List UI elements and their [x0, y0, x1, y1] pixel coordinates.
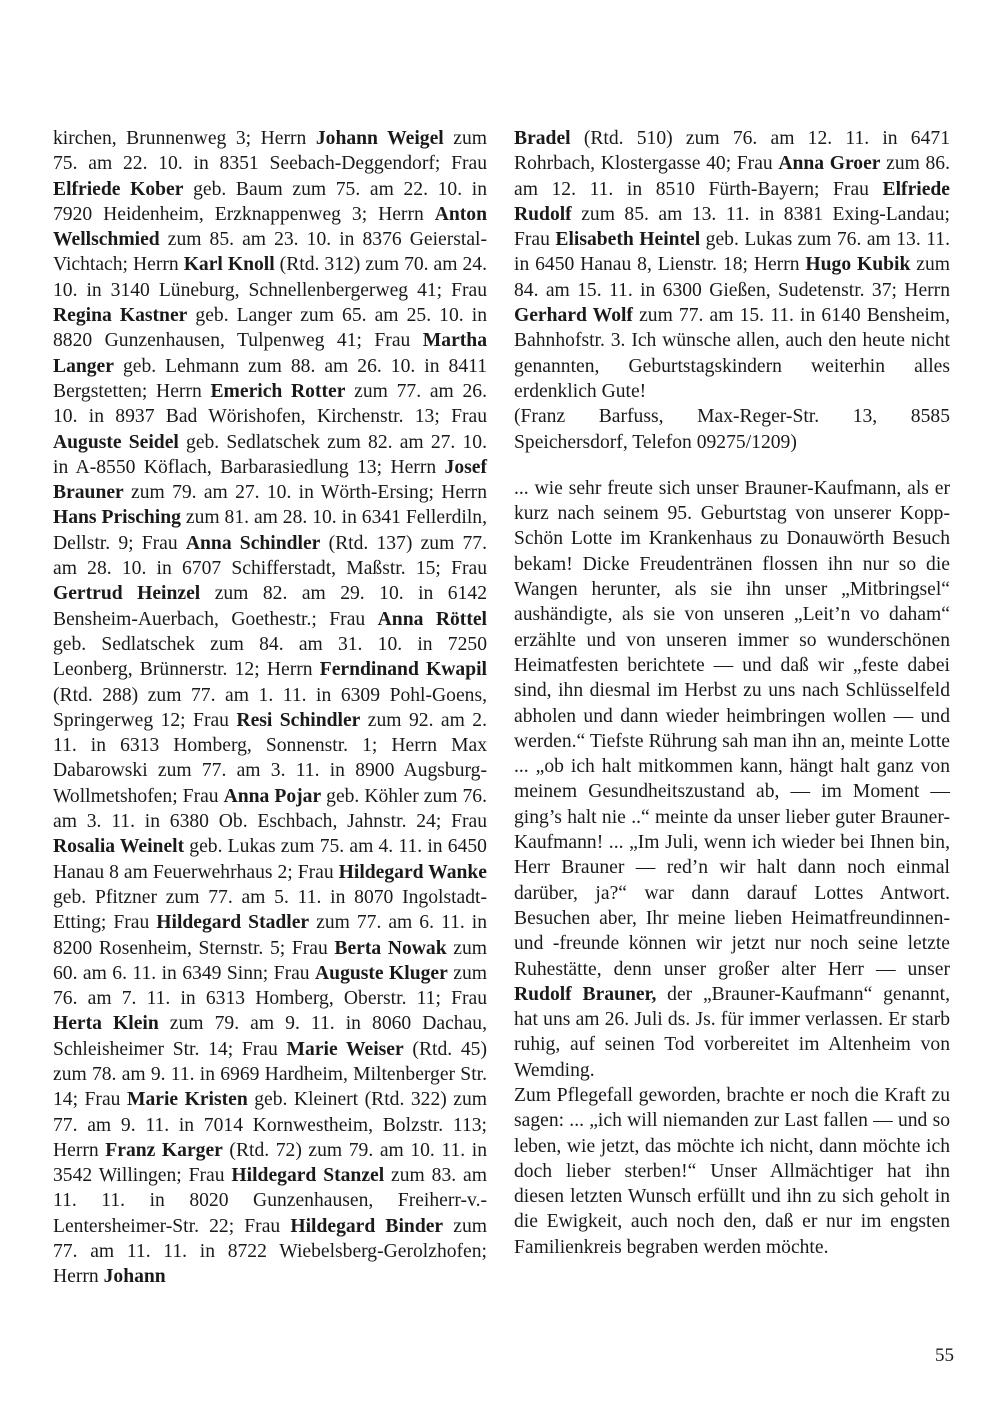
person-name: Anna Schindler — [185, 532, 321, 554]
birthday-list-text: kirchen, Brunnenweg 3; Herrn Johann Weigel zum 75. am 22. 10. in 8351 Seebach-Deggendorf; Frau Elfriede Kober geb. Baum zum 75. am 22. 10. in 7920 Heidenheim, Erzknappenweg 3; Herrn Anton Wellschmied zum 85. am 23. 10. in 8376 Geierstal-Vichtach; Herrn Karl Knoll (Rtd. 312) zum 70. am 24. 10. in 3140 Lüneburg, Schnellenbergerweg 41; Frau Regina Kastner geb. Langer zum 65. am 25. 10. in 8820 Gunzenhausen, Tulpenweg 41; Frau Martha Langer geb. Lehmann zum 88. am 26. 10. in 8411 Bergstetten; Herrn Emerich Rotter zum 77. am 26. 10. in 8937 Bad Wörishofen, Kirchenstr. 13; Frau Auguste Seidel geb. Sedlatschek zum 82. am 27. 10. in A-8550 Köflach, Barbarasiedlung 13; Herrn Josef Brauner zum 79. am 27. 10. in Wörth-Ersing; Herrn Hans Prisching zum 81. am 28. 10. in 6341 Fellerdiln, Dellstr. 9; Frau Anna Schindler (Rtd. 137) zum 77. am 28. 10. in 6707 Schifferstadt, Maßstr. 15; Frau Gertrud Heinzel zum 82. am 29. 10. in 6142 Bensheim-Auerbach, Goethestr.; Frau Anna Röttel geb. Sedlatschek zum 84. am 31. 10. in 7250 Leonberg, Brünnerstr. 12; Herrn Ferndinand Kwapil (Rtd. 288) zum 77. am 1. 11. in 6309 Pohl-Goens, Springerweg 12; Frau Resi Schindler zum 92. am 2. 11. in 6313 Homberg, Sonnenstr. 1; Herrn Max Dabarowski zum 77. am 3. 11. in 8900 Augsburg-Wollmetshofen; Frau Anna Pojar geb. Köhler zum 76. am 3. 11. in 6380 Ob. Eschbach, Jahnstr. 24; Frau Rosalia Weinelt geb. Lukas zum 75. am 4. 11. in 6450 Hanau 8 am Feuerwehrhaus 2; Frau Hildegard Wanke geb. Pfitzner zum 77. am 5. 11. in 8070 Ingolstadt-Etting; Frau Hildegard Stadler zum 77. am 6. 11. in 8200 Rosenheim, Sternstr. 5; Frau Berta Nowak zum 60. am 6. 11. in 6349 Sinn; Frau Auguste Kluger zum 76. am 7. 11. in 6313 Homberg, Oberstr. 11; Frau Herta Klein zum 79. am 9. 11. in 8060 Dachau, Schleisheimer Str. 14; Frau Marie Weiser (Rtd. 45) zum 78. am 9. 11. in 6969 Hardheim, Miltenberger Str. 14; Frau Marie Kristen geb. Kleinert (Rtd. 322) zum 77. am 9. 11. in 7014 Kornwestheim, Bolzstr. 113; Herrn Franz Karger (Rtd. 72) zum 79. am 10. 11. in 3542 Willingen; Frau Hildegard Stanzel zum 83. am 11. 11. in 8020 Gunzenhausen, Freiherr-v.-Lentersheimer-Str. 22; Frau Hildegard Binder zum 77. am 11. 11. in 8722 Wiebelsberg-Gerolzhofen; Herrn Johann — [53, 128, 488, 1288]
person-name: Anna Pojar — [223, 785, 322, 807]
obituary-paragraph-2: Zum Pflegefall geworden, brachte er noch die Kraft zu sagen: ... „ich will niemanden zur Last fallen — und so leben, wie jetzt, das möchte ich nicht, dann möchte ich doch lieber sterben!“ Unser Allmächtiger hat ihn diesen letzten Wunsch erfüllt und ihn zu sich geholt in die Ewigkeit, auch noch den, daß er nur im engsten Familienkreis begraben werden möchte. — [514, 1084, 950, 1258]
person-name: Auguste Seidel — [53, 431, 179, 453]
section-spacer — [514, 455, 950, 476]
person-name: Anton Wellschmied — [53, 203, 487, 251]
right-column — [514, 126, 950, 1260]
person-name: Regina Kastner — [53, 305, 188, 327]
person-name: Emerich Rotter — [210, 380, 346, 402]
person-name: Ferndinand Kwapil — [319, 659, 488, 681]
person-name: Hildegard Stanzel — [231, 1165, 385, 1187]
person-name: Anna Röttel — [377, 608, 487, 630]
person-name: Hildegard Stadler — [156, 912, 310, 934]
birthday-list-column — [53, 126, 487, 1290]
person-name: Resi Schindler — [236, 709, 361, 731]
person-name: Gerhard Wolf — [514, 305, 633, 327]
person-name: Hans Prisching — [53, 507, 181, 529]
obituary-paragraph-1: ... wie sehr freute sich unser Brauner-Kaufmann, als er kurz nach seinem 95. Geburtstag von unserer Kopp-Schön Lotte im Krankenhaus zu Donauwörth Besuch bekam! Dicke Freudentränen flossen ihn nur so die Wangen herunter, als sie ihn unser „Mitbringsel“ aushändigte, als sie von unseren „Leit’n vo daham“ erzählte und von unseren immer so wunderschönen Heimatfesten berichtete — und daß wir „feste dabei sind, ihn diesmal im Herbst zu uns nach Schlüsselfeld abholen und dann wieder heimbringen wollen — und werden.“ Tiefste Rührung sah man ihn an, meinte Lotte ... „ob ich halt mitkommen kann, hängt halt ganz von meinem Gesundheitszustand ab, — im Moment — ging’s halt nie ..“ meinte da unser lieber guter Brauner-Kaufmann! ... „Im Juli, wenn ich wieder bei Ihnen bin, Herr Brauner — red’n wir halt dann noch einmal darüber, ja?“ war dann darauf Lottes Antwort. Besuchen aber, Ihr meine lieben Heimatfreundinnen- und -freunde können wir jetzt nur noch seine letzte Ruhestätte, denn unser großer alter Herr — unser Rudolf Brauner, der „Brauner-Kaufmann“ genannt, hat uns am 26. Juli ds. Js. für immer verlassen. Er starb ruhig, auf seinen Tod vorbereitet im Altenheim von Wemding. — [514, 477, 950, 1081]
person-name: Marie Kristen — [126, 1089, 248, 1111]
person-name: Josef Brauner — [53, 456, 487, 504]
person-name: Elfriede Rudolf — [514, 178, 950, 225]
person-name: Elfriede Kober — [53, 178, 184, 200]
person-name: Anna Groer — [778, 153, 881, 175]
person-name: Hugo Kubik — [805, 254, 911, 276]
person-name: Johann Weigel — [315, 128, 444, 149]
person-name: Elisabeth Heintel — [555, 229, 701, 251]
person-name: Johann — [103, 1266, 166, 1288]
person-name: Auguste Kluger — [315, 962, 448, 984]
page-number: 55 — [935, 1345, 954, 1366]
person-name: Martha Langer — [53, 330, 487, 377]
person-name: Herta Klein — [53, 1013, 159, 1035]
birthday-list-continuation: Bradel (Rtd. 510) zum 76. am 12. 11. in 6471 Rohrbach, Klostergasse 40; Frau Anna Groer zum 86. am 12. 11. in 8510 Fürth-Bayern; Frau Elfriede Rudolf zum 85. am 13. 11. in 8381 Exing-Landau; Frau Elisabeth Heintel geb. Lukas zum 76. am 13. 11. in 6450 Hanau 8, Lienstr. 18; Herrn Hugo Kubik zum 84. am 15. 11. in 6300 Gießen, Sudetenstr. 37; Herrn Gerhard Wolf zum 77. am 15. 11. in 6140 Bensheim, Bahnhofstr. 3. Ich wünsche allen, auch den heute nicht genannten, Geburtstagskindern weiterhin alles erdenklich Gute! — [514, 128, 950, 402]
person-name: Gertrud Heinzel — [53, 583, 201, 605]
person-name: Rosalia Weinelt — [53, 836, 185, 858]
person-name: Hildegard Binder — [290, 1215, 444, 1237]
author-signature: (Franz Barfuss, Max-Reger-Str. 13, 8585 Speichersdorf, Telefon 09275/1209) — [514, 406, 950, 453]
person-name: Rudolf Brauner, — [514, 983, 657, 1005]
person-name: Berta Nowak — [334, 937, 447, 959]
person-name: Hildegard Wanke — [338, 861, 487, 883]
person-name: Franz Karger — [105, 1139, 223, 1161]
person-name: Marie Weiser — [286, 1038, 404, 1060]
person-name: Bradel — [514, 128, 571, 149]
person-name: Karl Knoll — [183, 254, 275, 276]
